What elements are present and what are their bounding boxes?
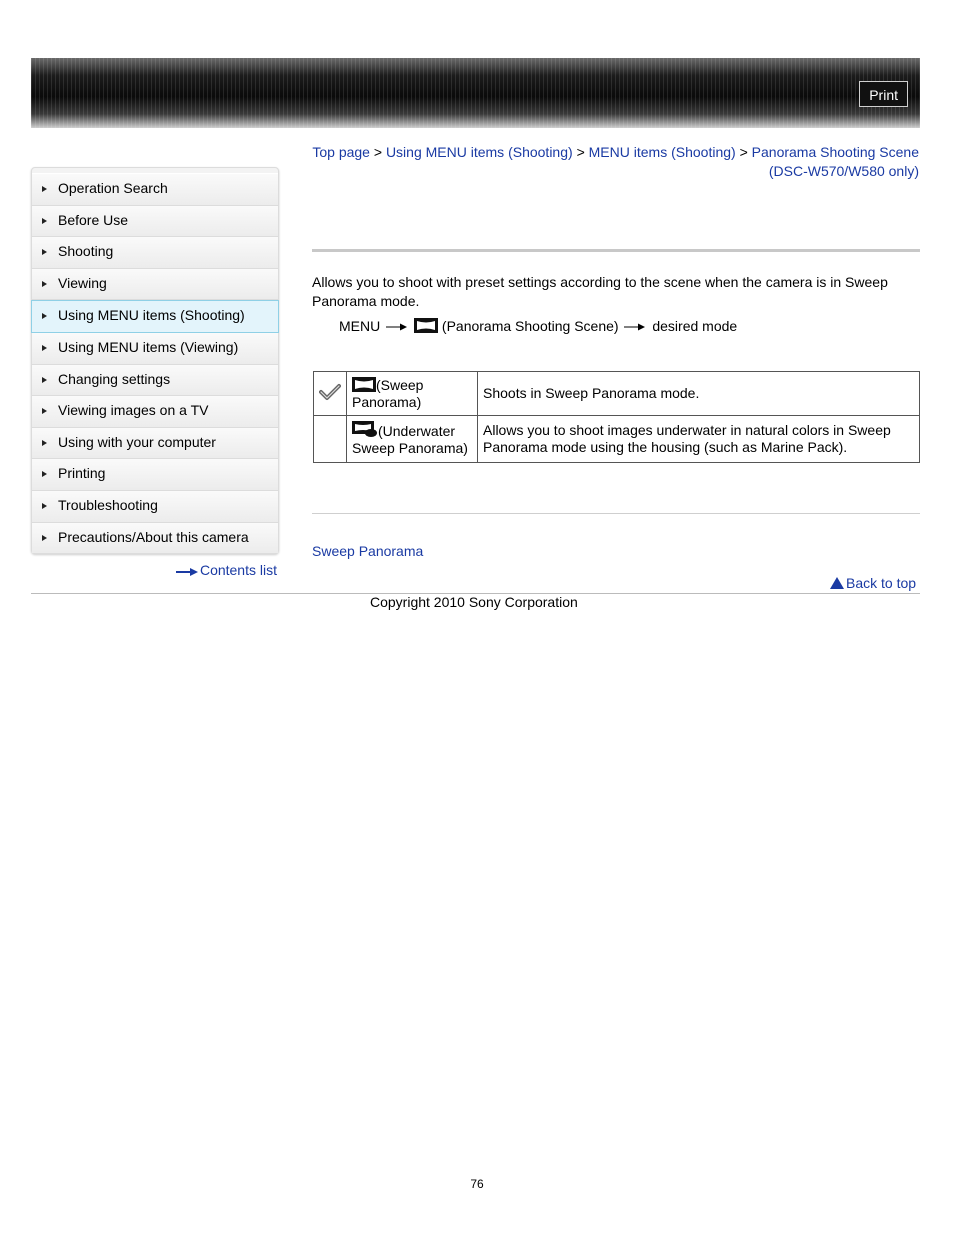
section-divider (312, 513, 920, 514)
sidebar-item-label: Precautions/About this camera (58, 528, 249, 545)
breadcrumb-using-menu-shooting[interactable]: Using MENU items (Shooting) (385, 144, 573, 160)
option-indicator (314, 372, 347, 416)
panorama-icon (414, 318, 438, 333)
breadcrumb-menu-items-shooting[interactable]: MENU items (Shooting) (588, 144, 736, 160)
sidebar-item-label: Before Use (58, 211, 129, 228)
triangle-up-icon (830, 577, 844, 589)
sidebar-item-label: Printing (58, 465, 106, 482)
option-description: Shoots in Sweep Panorama mode. (478, 372, 920, 416)
sidebar-item-label: Using MENU items (Shooting) (58, 307, 245, 324)
breadcrumb-panorama-shooting-scene[interactable]: Panorama Shooting Scene (DSC-W570/W580 only) (751, 144, 919, 179)
breadcrumb-top-page[interactable]: Top page (312, 144, 370, 160)
sweep-panorama-icon (352, 377, 376, 392)
option-description: Allows you to shoot images underwater in natural colors in Sweep Panorama mode using the housing (such as Marine Pack). (478, 416, 920, 463)
sidebar-item-using-with-computer[interactable] (32, 428, 278, 460)
title-divider (312, 249, 920, 252)
checkmark-icon (319, 383, 341, 401)
related-link-sweep-panorama[interactable]: Sweep Panorama (312, 543, 424, 559)
triangle-right-icon (42, 440, 47, 446)
back-to-top-link[interactable] (830, 575, 916, 591)
menu-path-item: (Panorama Shooting Scene) (441, 318, 619, 334)
sidebar-item-operation-search[interactable] (32, 173, 278, 206)
option-label: (Sweep Panorama) (352, 376, 424, 410)
triangle-right-icon (42, 377, 47, 383)
intro-text: Allows you to shoot with preset settings according to the scene when the camera is in Sweep Panorama mode. (312, 274, 888, 309)
header-banner (31, 58, 920, 128)
sidebar-item-label: Shooting (58, 243, 114, 260)
triangle-right-icon (42, 535, 47, 541)
underwater-panorama-icon (352, 421, 378, 438)
breadcrumb-separator: > (576, 144, 585, 160)
sidebar-item-changing-settings[interactable] (32, 365, 278, 397)
sidebar-item-label: Using MENU items (Viewing) (58, 338, 239, 355)
sidebar-item-using-menu-shooting[interactable] (31, 300, 279, 333)
breadcrumb-separator: > (373, 144, 383, 160)
triangle-right-icon (42, 218, 47, 224)
arrow-right-icon (624, 323, 646, 331)
sidebar-nav (31, 167, 279, 554)
sidebar-item-precautions[interactable] (32, 523, 278, 554)
menu-path-target: desired mode (652, 318, 738, 334)
sidebar-item-label: Changing settings (58, 370, 171, 387)
sidebar-item-label: Operation Search (58, 180, 168, 196)
triangle-right-icon (42, 186, 47, 192)
triangle-right-icon (42, 345, 47, 351)
triangle-right-icon (42, 471, 47, 477)
triangle-right-icon (42, 408, 47, 414)
table-row (314, 372, 920, 416)
breadcrumb-separator: > (739, 144, 748, 160)
back-to-top-label: Back to top (846, 575, 917, 591)
sidebar-item-label: Viewing images on a TV (58, 402, 209, 419)
sidebar-item-viewing[interactable] (32, 269, 278, 301)
sidebar-item-label: Troubleshooting (58, 496, 158, 513)
print-button[interactable]: Print (859, 81, 908, 107)
table-row (314, 416, 920, 463)
copyright-text: Copyright 2010 Sony Corporation (370, 594, 578, 610)
option-label: (Underwater Sweep Panorama) (352, 423, 468, 456)
page-number: 76 (470, 1177, 484, 1191)
sidebar-item-troubleshooting[interactable] (32, 491, 278, 523)
option-indicator (314, 416, 347, 463)
triangle-right-icon (42, 281, 47, 287)
sidebar-item-before-use[interactable] (32, 206, 278, 238)
options-table (313, 371, 920, 463)
triangle-right-icon (42, 503, 47, 509)
triangle-right-icon (42, 313, 47, 319)
sidebar-item-using-menu-viewing[interactable] (32, 333, 278, 365)
sidebar-item-shooting[interactable] (32, 237, 278, 269)
option-name (347, 416, 478, 463)
option-name (347, 372, 478, 416)
menu-path-menu: MENU (339, 318, 381, 334)
arrow-right-icon (386, 323, 408, 331)
contents-list-link[interactable]: Contents list (199, 562, 277, 578)
sidebar-item-printing[interactable] (32, 459, 278, 491)
breadcrumb (312, 143, 919, 181)
sidebar-item-viewing-on-tv[interactable] (32, 396, 278, 428)
menu-path (339, 318, 737, 334)
triangle-right-icon (42, 249, 47, 255)
sidebar-item-label: Using with your computer (58, 433, 216, 450)
sidebar-item-label: Viewing (58, 274, 107, 291)
